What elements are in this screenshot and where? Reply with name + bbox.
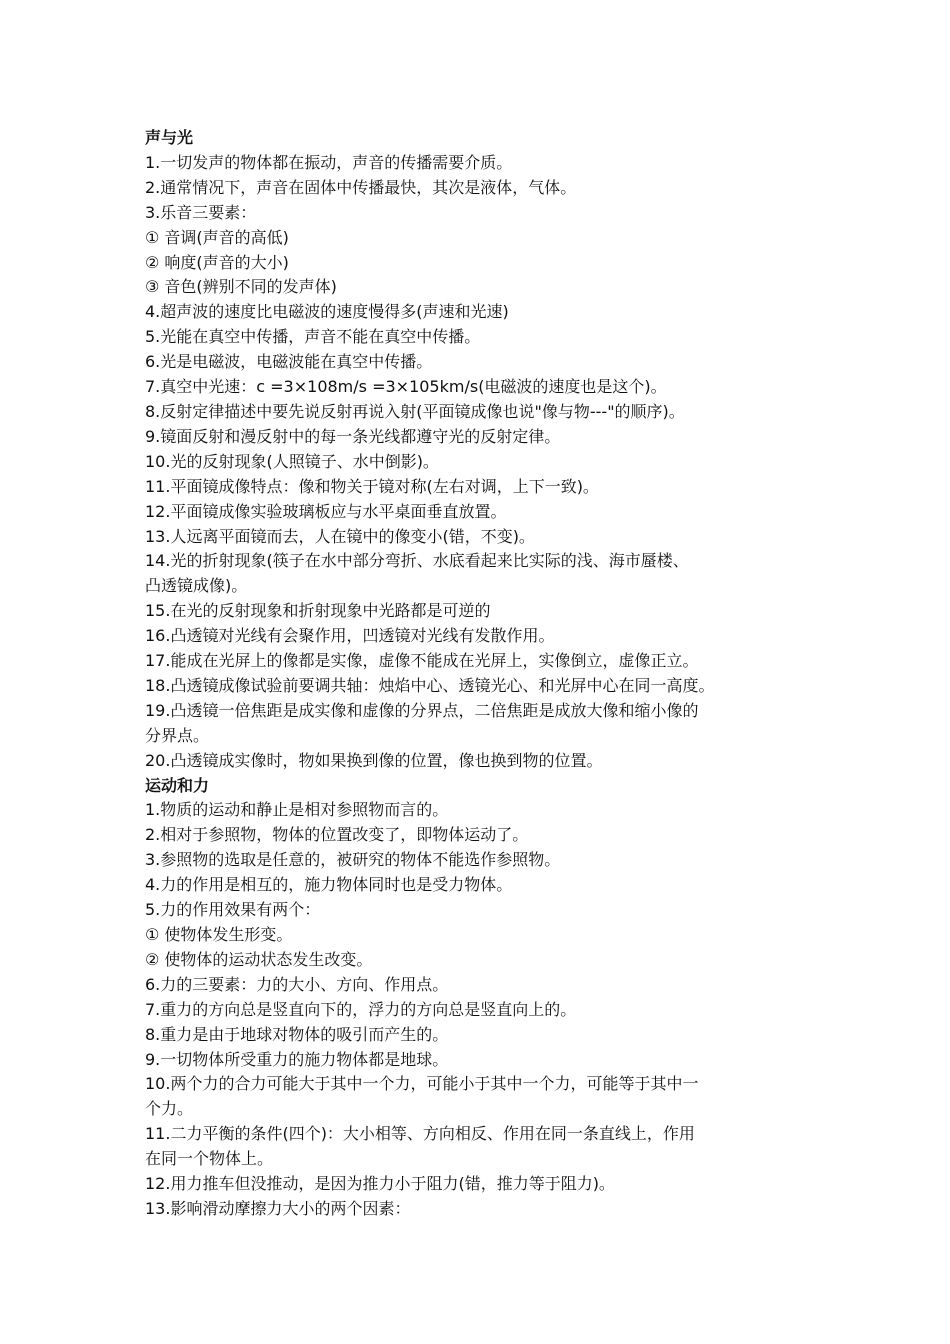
text-line: ① 音调(声音的高低) <box>145 227 289 247</box>
text-line: ① 使物体发生形变。 <box>145 925 293 944</box>
text-line: 8.重力是由于地球对物体的吸引而产生的。 <box>145 1024 449 1044</box>
text-line: 13.影响滑动摩擦力大小的两个因素： <box>145 1198 411 1218</box>
text-line: 7.重力的方向总是竖直向下的，浮力的方向总是竖直向上的。 <box>145 999 577 1019</box>
text-line: 15.在光的反射现象和折射现象中光路都是可逆的 <box>145 601 491 621</box>
text-line: 2.通常情况下，声音在固体中传播最快，其次是液体，气体。 <box>145 177 577 197</box>
text-line: 11.平面镜成像特点：像和物关于镜对称(左右对调，上下一致)。 <box>145 476 599 496</box>
text-line: 9.镜面反射和漫反射中的每一条光线都遵守光的反射定律。 <box>145 426 561 446</box>
text-line: 分界点。 <box>145 725 210 745</box>
text-line: 7.真空中光速：c =3×108m/s =3×105km/s(电磁波的速度也是这个)。 <box>145 377 667 397</box>
text-line: 6.力的三要素：力的大小、方向、作用点。 <box>145 974 449 994</box>
text-line: 11.二力平衡的条件(四个)：大小相等、方向相反、作用在同一条直线上，作用 <box>145 1124 695 1144</box>
text-line: 9.一切物体所受重力的施力物体都是地球。 <box>145 1049 449 1069</box>
text-line: 3.参照物的选取是任意的，被研究的物体不能选作参照物。 <box>145 850 561 870</box>
text-line: 20.凸透镜成实像时，物如果换到像的位置，像也换到物的位置。 <box>145 750 603 770</box>
text-line: 13.人远离平面镜而去，人在镜中的像变小(错，不变)。 <box>145 526 535 546</box>
text-line: 3.乐音三要素： <box>145 202 257 222</box>
text-line: ② 响度(声音的大小) <box>145 252 289 272</box>
text-line: 1.一切发声的物体都在振动，声音的传播需要介质。 <box>145 152 513 172</box>
section-sound-light <box>145 126 825 774</box>
section-motion-force <box>145 774 825 1222</box>
section-title: 声与光 <box>145 128 194 147</box>
text-line: 10.两个力的合力可能大于其中一个力，可能小于其中一个力，可能等于其中一 <box>145 1074 699 1094</box>
text-line: 16.凸透镜对光线有会聚作用，凹透镜对光线有发散作用。 <box>145 626 555 646</box>
text-line: 4.力的作用是相互的，施力物体同时也是受力物体。 <box>145 875 513 895</box>
text-line: 在同一个物体上。 <box>145 1149 274 1169</box>
text-line: 4.超声波的速度比电磁波的速度慢得多(声速和光速) <box>145 302 509 322</box>
text-line: 1.物质的运动和静止是相对参照物而言的。 <box>145 800 449 820</box>
text-line: 5.光能在真空中传播，声音不能在真空中传播。 <box>145 327 481 347</box>
document-page <box>145 126 825 1222</box>
text-line: ② 使物体的运动状态发生改变。 <box>145 949 373 969</box>
text-line: 12.用力推车但没推动，是因为推力小于阻力(错，推力等于阻力)。 <box>145 1174 615 1194</box>
text-line: 14.光的折射现象(筷子在水中部分弯折、水底看起来比实际的浅、海市蜃楼、 <box>145 551 689 571</box>
text-line: 10.光的反射现象(人照镜子、水中倒影)。 <box>145 451 439 471</box>
text-line: 5.力的作用效果有两个： <box>145 900 321 920</box>
text-line: ③ 音色(辨别不同的发声体) <box>145 277 337 297</box>
text-line: 18.凸透镜成像试验前要调共轴：烛焰中心、透镜光心、和光屏中心在同一高度。 <box>145 675 715 695</box>
text-line: 个力。 <box>145 1099 194 1119</box>
text-line: 6.光是电磁波，电磁波能在真空中传播。 <box>145 352 433 372</box>
text-line: 17.能成在光屏上的像都是实像，虚像不能成在光屏上，实像倒立，虚像正立。 <box>145 651 699 671</box>
section-title: 运动和力 <box>145 775 210 795</box>
text-line: 19.凸透镜一倍焦距是成实像和虚像的分界点，二倍焦距是成放大像和缩小像的 <box>145 700 699 720</box>
text-line: 8.反射定律描述中要先说反射再说入射(平面镜成像也说"像与物---"的顺序)。 <box>145 401 685 421</box>
text-line: 凸透镜成像)。 <box>145 576 248 596</box>
text-line: 2.相对于参照物，物体的位置改变了，即物体运动了。 <box>145 825 529 845</box>
text-line: 12.平面镜成像实验玻璃板应与水平桌面垂直放置。 <box>145 501 507 521</box>
